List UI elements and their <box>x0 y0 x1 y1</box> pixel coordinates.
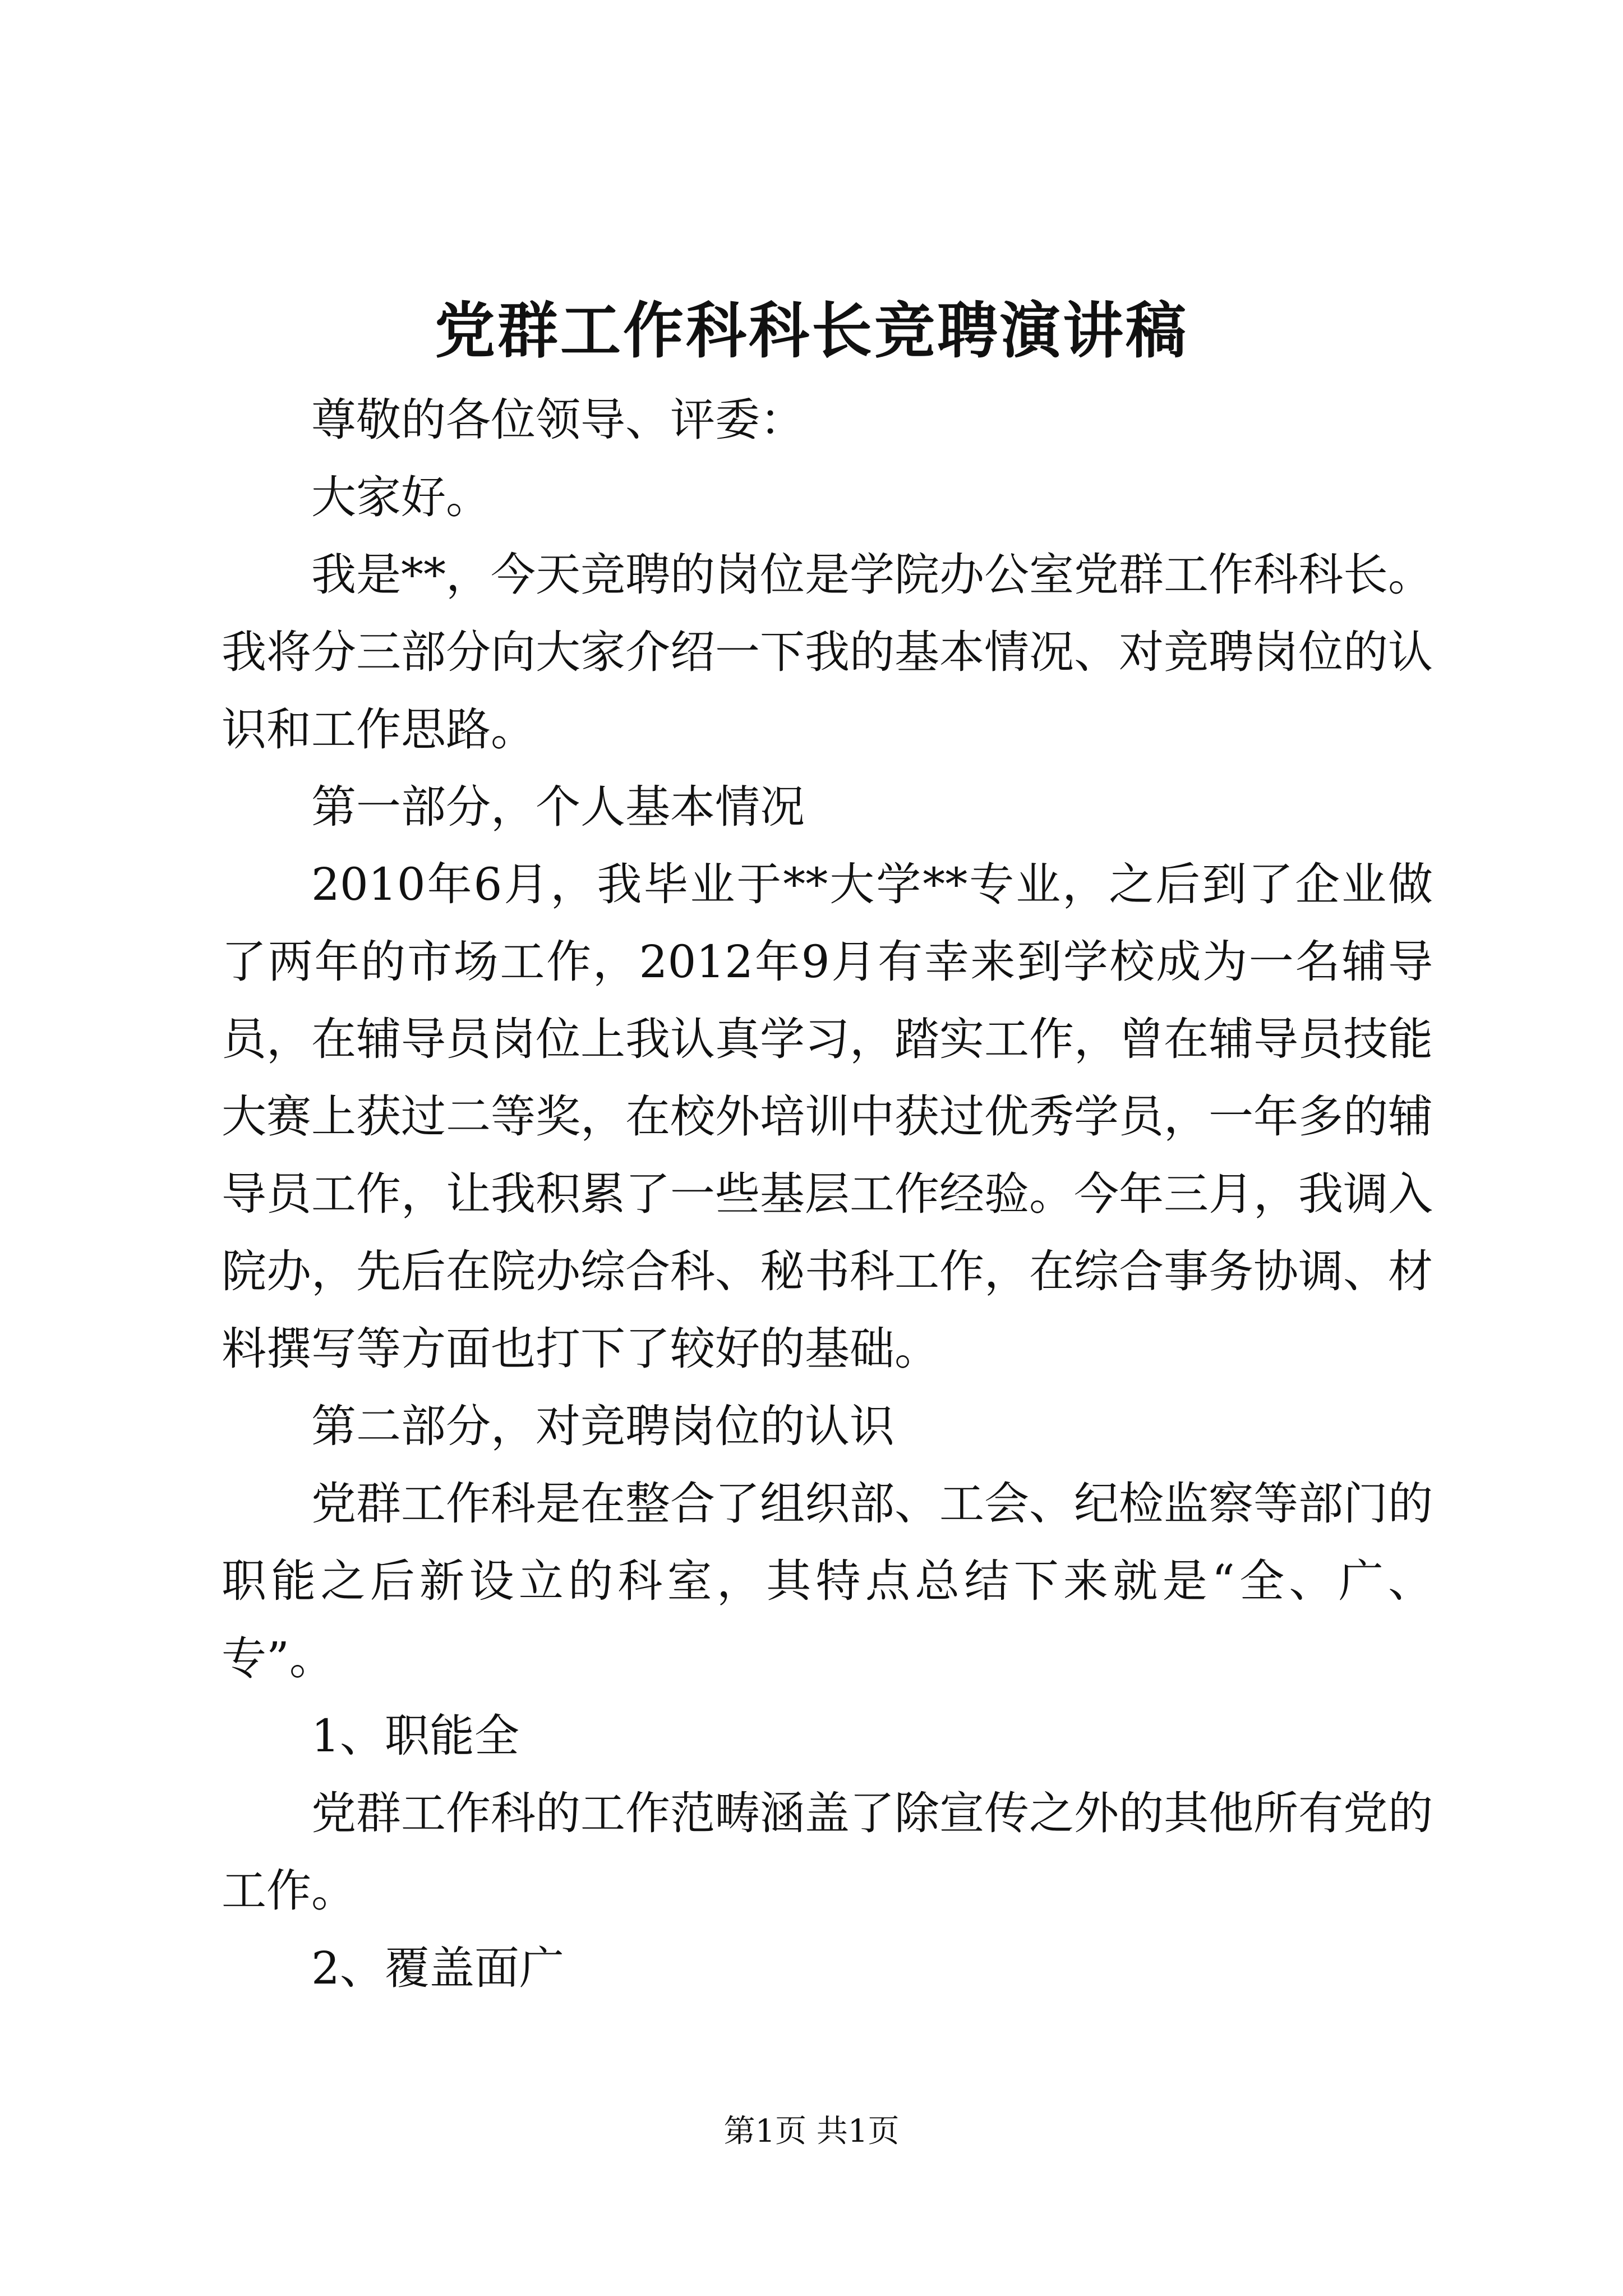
document-title: 党群工作科科长竞聘演讲稿 <box>434 296 1188 366</box>
salutation-paragraph: 尊敬的各位领导、评委： <box>311 394 805 446</box>
function-paragraph: 党群工作科的工作范畴涵盖了除宣传之外的其他所有党的工作。 <box>222 1787 1433 1917</box>
background-paragraph: 2010年6月，我毕业于**大学**专业，之后到了企业做了两年的市场工作，2012年9月有幸来到学校成为一名辅导员，在辅导员岗位上我认真学习，踏实工作，曾在辅导员技能大赛上获过二等奖，在校外培训中获过优秀学员，一年多的辅导员工作，让我积累了一些基层工作经验。今年三月，我调入院办，先后在院办综合科、秘书科工作，在综合事务协调、材料撰写等方面也打下了较好的基础。 <box>222 858 1433 1375</box>
greeting-paragraph: 大家好。 <box>311 471 491 523</box>
document-body <box>222 381 1433 2007</box>
section-heading-2: 第二部分，对竞聘岗位的认识 <box>311 1400 895 1452</box>
department-paragraph: 党群工作科是在整合了组织部、工会、纪检监察等部门的职能之后新设立的科室，其特点总结下来就是“全、广、专”。 <box>222 1478 1433 1685</box>
section-heading-1: 第一部分，个人基本情况 <box>311 781 805 833</box>
list-item-heading-2: 2、覆盖面广 <box>311 1942 564 1994</box>
intro-paragraph: 我是**，今天竞聘的岗位是学院办公室党群工作科科长。我将分三部分向大家介绍一下我的基本情况、对竞聘岗位的认识和工作思路。 <box>222 549 1433 756</box>
list-item-heading-1: 1、职能全 <box>311 1710 519 1762</box>
page-footer: 第1页 共1页 <box>723 2113 900 2150</box>
